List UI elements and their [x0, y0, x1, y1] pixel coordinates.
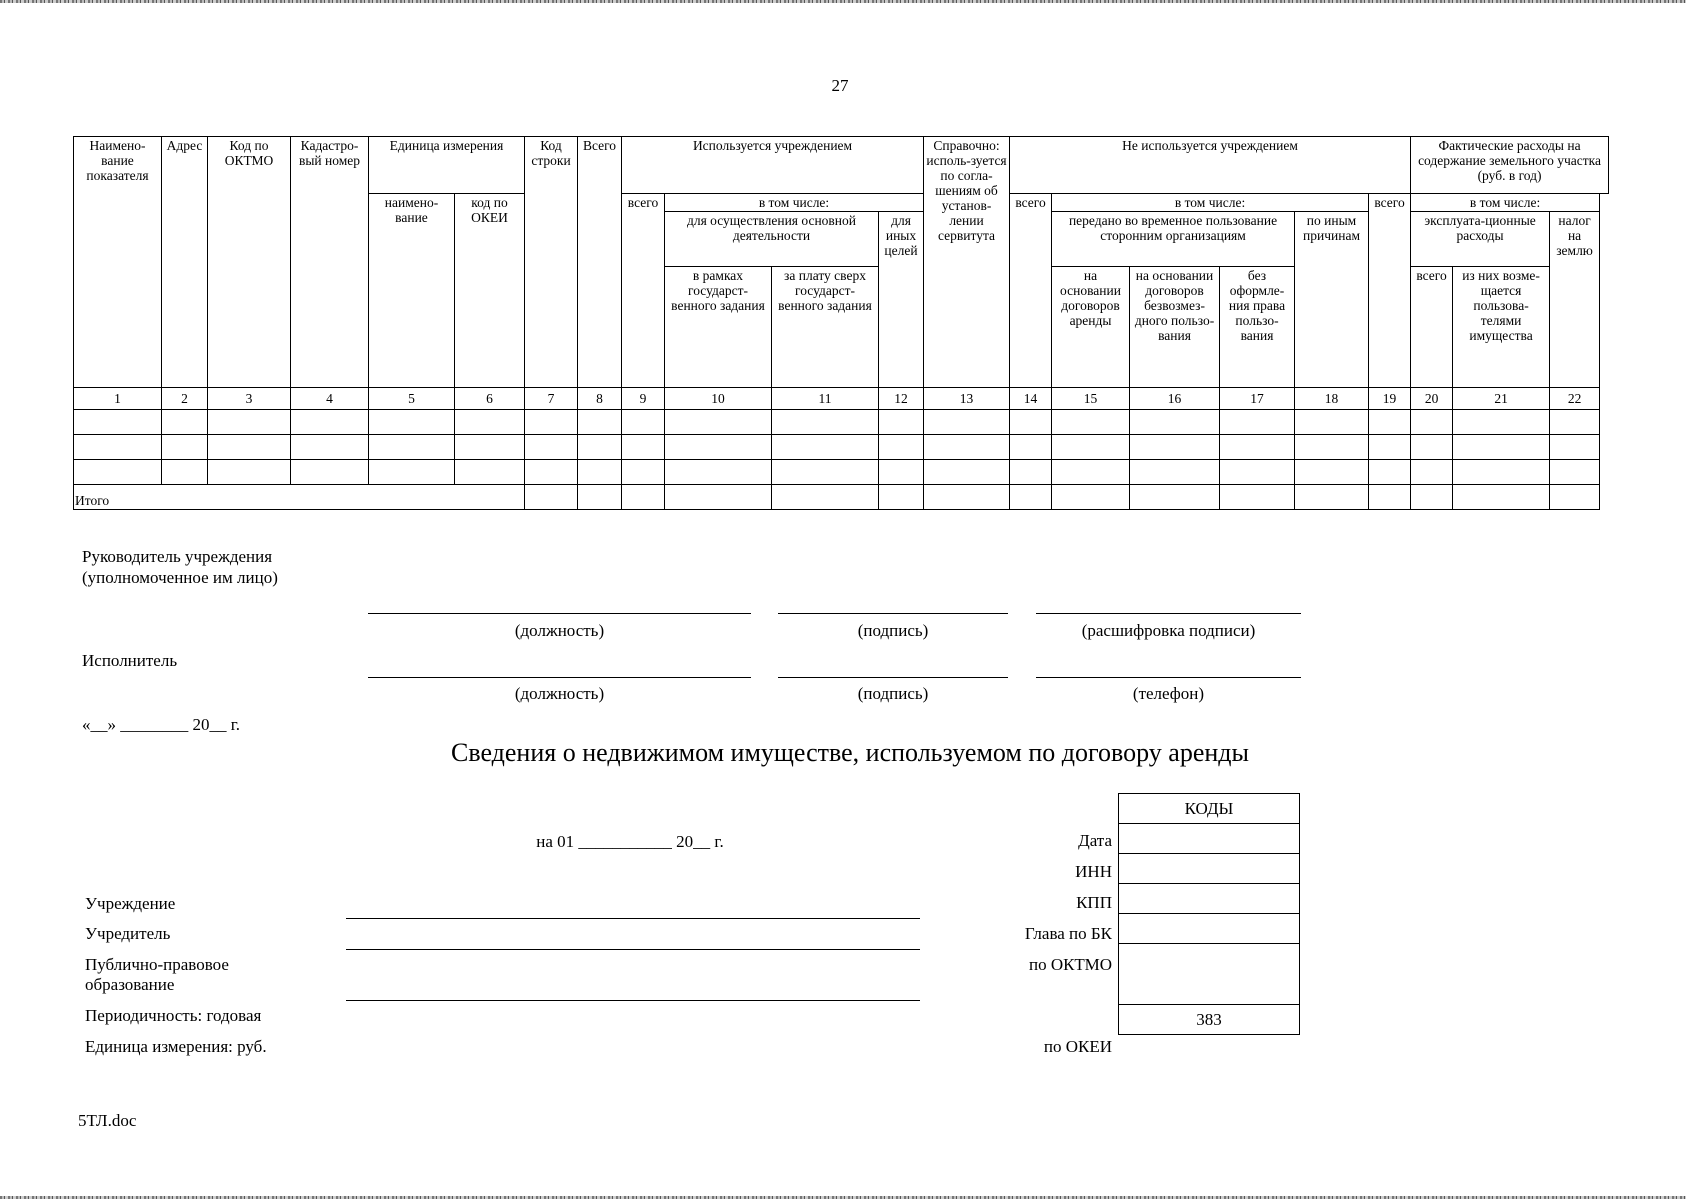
- executor-position-caption: (должность): [514, 684, 605, 703]
- column-number: 16: [1130, 388, 1220, 410]
- table-cell: [208, 460, 291, 485]
- table-cell: [578, 435, 622, 460]
- header-other-purposes: для иных целей: [879, 212, 924, 388]
- table-cell: [879, 435, 924, 460]
- table-cell: [291, 460, 369, 485]
- total-label: Итого: [74, 485, 525, 510]
- table-cell: [162, 435, 208, 460]
- column-number: 10: [665, 388, 772, 410]
- column-numbers-row: [74, 388, 1609, 410]
- total-cell: [772, 485, 879, 510]
- table-cell: [74, 410, 162, 435]
- position-line: [368, 613, 751, 614]
- position-caption: (должность): [514, 621, 605, 640]
- table-cell: [622, 410, 665, 435]
- table-cell: [1052, 410, 1130, 435]
- table-cell: [879, 410, 924, 435]
- table-cell: [622, 435, 665, 460]
- column-number: 21: [1453, 388, 1550, 410]
- header-expenses: Фактические расходы на содержание земельного участка (руб. в год): [1411, 137, 1609, 194]
- header-address: Адрес: [162, 137, 208, 388]
- table-cell: [1220, 410, 1295, 435]
- scan-edge-bottom: [0, 1196, 1686, 1199]
- header-notused-all: всего: [1010, 194, 1052, 388]
- column-number: 3: [208, 388, 291, 410]
- unit-label: Единица измерения: руб.: [85, 1037, 267, 1056]
- founder-line: [346, 949, 920, 950]
- periodicity-label: Периодичность: годовая: [85, 1006, 262, 1025]
- table-cell: [1295, 460, 1369, 485]
- table-row: [74, 435, 1609, 460]
- table-row: [74, 460, 1609, 485]
- column-number: 15: [1052, 388, 1130, 410]
- executor-position-line: [368, 677, 751, 678]
- date-line: «__» ________ 20__ г.: [82, 715, 241, 734]
- header-paid-over-task: за плату сверх государст-венного задания: [772, 267, 879, 388]
- header-used: Используется учреждением: [622, 137, 924, 194]
- decoding-caption: (расшифровка подписи): [1081, 621, 1256, 640]
- codes-table: [1118, 793, 1300, 1035]
- table-cell: [1052, 460, 1130, 485]
- table-cell: [1550, 460, 1600, 485]
- table-cell: [525, 410, 578, 435]
- phone-caption: (телефон): [1132, 684, 1205, 703]
- executor-label: Исполнитель: [82, 651, 178, 670]
- total-cell: [924, 485, 1010, 510]
- total-cell: [1130, 485, 1220, 510]
- table-cell: [1220, 460, 1295, 485]
- header-total: Всего: [578, 137, 622, 388]
- table-cell: [665, 410, 772, 435]
- table-cell: [1369, 410, 1411, 435]
- total-cell: [1411, 485, 1453, 510]
- table-cell: [1010, 460, 1052, 485]
- header-indicator-name: Наимено-вание показателя: [74, 137, 162, 388]
- table-cell: [1130, 460, 1220, 485]
- table-cell: [1411, 460, 1453, 485]
- table-cell: [772, 410, 879, 435]
- table-cell: [1453, 410, 1550, 435]
- table-cell: [208, 410, 291, 435]
- header-notused-including: в том числе:: [1052, 194, 1369, 212]
- table-cell: [162, 410, 208, 435]
- inn-code-cell: [1119, 854, 1300, 884]
- table-cell: [455, 410, 525, 435]
- public-entity-line: [346, 1000, 920, 1001]
- table-cell: [369, 435, 455, 460]
- executor-signature-line: [778, 677, 1008, 678]
- table-cell: [525, 435, 578, 460]
- total-cell: [1220, 485, 1295, 510]
- total-cell: [1550, 485, 1600, 510]
- total-cell: [622, 485, 665, 510]
- column-number: 13: [924, 388, 1010, 410]
- total-cell: [665, 485, 772, 510]
- public-entity-label-2: образование: [85, 975, 175, 994]
- founder-label: Учредитель: [85, 924, 171, 943]
- head-label: Руководитель учреждения: [82, 547, 273, 566]
- table-cell: [369, 460, 455, 485]
- table-cell: [665, 460, 772, 485]
- header-no-rights: без оформле-ния права пользо-вания: [1220, 267, 1295, 388]
- date-code-cell: [1119, 824, 1300, 854]
- date-code-label: Дата: [1078, 831, 1112, 850]
- column-number: 22: [1550, 388, 1600, 410]
- table-cell: [1295, 410, 1369, 435]
- column-number: 8: [578, 388, 622, 410]
- header-main-activity: для осуществления основной деятельности: [665, 212, 879, 267]
- executor-signature-caption: (подпись): [857, 684, 929, 703]
- header-unit-okei: код по ОКЕИ: [455, 194, 525, 388]
- table-cell: [924, 435, 1010, 460]
- total-cell: [578, 485, 622, 510]
- column-number: 14: [1010, 388, 1052, 410]
- table-cell: [924, 460, 1010, 485]
- table-cell: [74, 460, 162, 485]
- total-cell: [879, 485, 924, 510]
- table-cell: [772, 460, 879, 485]
- kpp-code-label: КПП: [1076, 893, 1112, 912]
- okei-code-label: по ОКЕИ: [1043, 1037, 1112, 1056]
- table-cell: [74, 435, 162, 460]
- table-row: [74, 410, 1609, 435]
- column-number: 4: [291, 388, 369, 410]
- footer-filename: 5ТЛ.doc: [78, 1111, 137, 1130]
- column-number: 6: [455, 388, 525, 410]
- column-number: 17: [1220, 388, 1295, 410]
- oktmo-code-label: по ОКТМО: [1028, 955, 1112, 974]
- table-cell: [1550, 435, 1600, 460]
- table-cell: [291, 435, 369, 460]
- public-entity-label: Публично-правовое: [85, 955, 229, 974]
- column-number: 20: [1411, 388, 1453, 410]
- table-cell: [1411, 410, 1453, 435]
- table-cell: [924, 410, 1010, 435]
- inn-code-label: ИНН: [1075, 862, 1112, 881]
- column-number: 18: [1295, 388, 1369, 410]
- table-cell: [772, 435, 879, 460]
- table-cell: [1130, 435, 1220, 460]
- header-unit: Единица измерения: [369, 137, 525, 194]
- bk-code-cell: [1119, 914, 1300, 944]
- table-cell: [1220, 435, 1295, 460]
- column-number: 2: [162, 388, 208, 410]
- total-cell: [1369, 485, 1411, 510]
- okei-code-cell: 383: [1119, 1005, 1300, 1035]
- form-title: Сведения о недвижимом имуществе, используемом по договору аренды: [451, 738, 1249, 767]
- header-state-task: в рамках государст-венного задания: [665, 267, 772, 388]
- as-of-date: на 01 ___________ 20__ г.: [536, 832, 724, 851]
- column-number: 7: [525, 388, 578, 410]
- oktmo-code-cell: [1119, 944, 1300, 1005]
- table-cell: [1411, 435, 1453, 460]
- table-cell: [1369, 435, 1411, 460]
- table-cell: [1453, 435, 1550, 460]
- phone-line: [1036, 677, 1301, 678]
- scan-edge-top: [0, 0, 1686, 3]
- page-number: 27: [831, 76, 849, 95]
- column-number: 12: [879, 388, 924, 410]
- total-cell: [1295, 485, 1369, 510]
- table-cell: [1010, 410, 1052, 435]
- header-lease: на основании договоров аренды: [1052, 267, 1130, 388]
- column-number: 19: [1369, 388, 1411, 410]
- table-cell: [1453, 460, 1550, 485]
- institution-line: [346, 918, 920, 919]
- header-unit-name: наимено-вание: [369, 194, 455, 388]
- table-cell: [162, 460, 208, 485]
- header-reimbursed: из них возме-щается пользова-телями имущества: [1453, 267, 1550, 388]
- table-cell: [291, 410, 369, 435]
- decoding-line: [1036, 613, 1301, 614]
- land-usage-table: [73, 136, 1609, 510]
- table-cell: [622, 460, 665, 485]
- header-servitude: Справочно: исполь-зуется по согла-шениям об установ-лении сервитута: [924, 137, 1010, 388]
- table-cell: [1295, 435, 1369, 460]
- header-cadastral: Кадастро-вый номер: [291, 137, 369, 388]
- signature-caption: (подпись): [857, 621, 929, 640]
- column-number: 5: [369, 388, 455, 410]
- total-cell: [525, 485, 578, 510]
- header-not-used: Не используется учреждением: [1010, 137, 1411, 194]
- head-label-sub: (уполномоченное им лицо): [82, 568, 278, 587]
- column-number: 1: [74, 388, 162, 410]
- table-cell: [208, 435, 291, 460]
- table-cell: [578, 460, 622, 485]
- total-row: [74, 485, 1609, 510]
- header-oktmo: Код по ОКТМО: [208, 137, 291, 388]
- table-cell: [1130, 410, 1220, 435]
- kpp-code-cell: [1119, 884, 1300, 914]
- table-cell: [1010, 435, 1052, 460]
- header-other-reasons: по иным причинам: [1295, 212, 1369, 388]
- bk-code-label: Глава по БК: [1024, 924, 1112, 943]
- table-cell: [1369, 460, 1411, 485]
- table-cell: [369, 410, 455, 435]
- table-cell: [578, 410, 622, 435]
- table-cell: [1550, 410, 1600, 435]
- table-cell: [525, 460, 578, 485]
- table-cell: [455, 435, 525, 460]
- header-operating-all: всего: [1411, 267, 1453, 388]
- column-number: 9: [622, 388, 665, 410]
- header-row-code: Код строки: [525, 137, 578, 388]
- total-cell: [1453, 485, 1550, 510]
- header-used-all: всего: [622, 194, 665, 388]
- total-cell: [1052, 485, 1130, 510]
- table-cell: [455, 460, 525, 485]
- header-free-use: на основании договоров безвозмез-дного пользо-вания: [1130, 267, 1220, 388]
- header-expenses-all: всего: [1369, 194, 1411, 388]
- header-used-including: в том числе:: [665, 194, 924, 212]
- total-cell: [1010, 485, 1052, 510]
- table-cell: [1052, 435, 1130, 460]
- header-expenses-including: в том числе:: [1411, 194, 1600, 212]
- header-land-tax: налог на землю: [1550, 212, 1600, 388]
- institution-label: Учреждение: [85, 894, 176, 913]
- header-operating-expenses: эксплуата-ционные расходы: [1411, 212, 1550, 267]
- column-number: 11: [772, 388, 879, 410]
- table-cell: [665, 435, 772, 460]
- header-transferred: передано во временное пользование сторонним организациям: [1052, 212, 1295, 267]
- signature-line: [778, 613, 1008, 614]
- codes-header: КОДЫ: [1119, 794, 1300, 824]
- table-cell: [879, 460, 924, 485]
